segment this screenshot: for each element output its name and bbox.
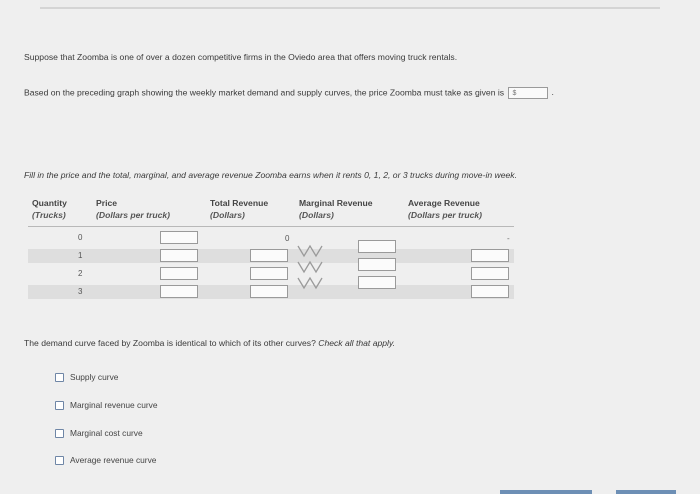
total-revenue-input-3[interactable] — [250, 285, 288, 298]
quantity-cell-1: 1 — [78, 251, 83, 260]
header-average-revenue-unit: (Dollars per truck) — [408, 210, 483, 220]
price-input[interactable] — [508, 87, 548, 99]
average-revenue-input-3[interactable] — [471, 285, 509, 298]
checkbox[interactable] — [55, 429, 64, 438]
average-revenue-cell-0: - — [507, 234, 510, 243]
table-row — [28, 231, 514, 245]
quantity-cell-0: 0 — [78, 233, 83, 242]
price-input-1[interactable] — [160, 249, 198, 262]
bottom-button-partial[interactable] — [500, 490, 592, 494]
header-total-revenue: Total Revenue (Dollars) — [210, 198, 269, 220]
top-divider — [40, 0, 660, 9]
question-price-suffix: . — [551, 87, 554, 98]
average-revenue-input-2[interactable] — [471, 267, 509, 280]
header-quantity: Quantity (Trucks) — [32, 198, 67, 220]
header-total-revenue-unit: (Dollars) — [210, 210, 245, 220]
checkbox[interactable] — [55, 401, 64, 410]
header-price-unit: (Dollars per truck) — [96, 210, 171, 220]
average-revenue-input-1[interactable] — [471, 249, 509, 262]
header-marginal-revenue-unit: (Dollars) — [299, 210, 334, 220]
header-price: Price (Dollars per truck) — [96, 198, 171, 220]
marginal-revenue-input-2[interactable] — [358, 258, 396, 271]
total-revenue-cell-0: 0 — [285, 234, 290, 243]
total-revenue-input-2[interactable] — [250, 267, 288, 280]
option-marginal-cost-curve[interactable]: Marginal cost curve — [55, 428, 143, 438]
price-input-2[interactable] — [160, 267, 198, 280]
header-average-revenue: Average Revenue (Dollars per truck) — [408, 198, 483, 220]
revenue-table — [28, 194, 514, 304]
total-revenue-input-1[interactable] — [250, 249, 288, 262]
question-intro: Suppose that Zoomba is one of over a dozen competitive firms in the Oviedo area that offers moving truck rentals. — [24, 52, 458, 62]
price-input-3[interactable] — [160, 285, 198, 298]
question-price-text: Based on the preceding graph showing the weekly market demand and supply curves, the price Zoomba must take as given is — [24, 87, 505, 98]
checkbox[interactable] — [55, 373, 64, 382]
option-average-revenue-curve[interactable]: Average revenue curve — [55, 455, 156, 465]
marginal-revenue-input-3[interactable] — [358, 276, 396, 289]
header-marginal-revenue: Marginal Revenue (Dollars) — [299, 198, 373, 220]
zigzag-connector-icon — [296, 244, 324, 290]
dollar-prefix: $ — [512, 90, 517, 97]
checkbox[interactable] — [55, 456, 64, 465]
marginal-revenue-input-1[interactable] — [358, 240, 396, 253]
bottom-button-partial-2[interactable] — [616, 490, 676, 494]
header-divider — [28, 226, 514, 227]
price-input-0[interactable] — [160, 231, 198, 244]
option-supply-curve[interactable]: Supply curve — [55, 372, 118, 382]
question-hint: Check all that apply. — [318, 338, 395, 348]
option-marginal-revenue-curve[interactable]: Marginal revenue curve — [55, 400, 158, 410]
quantity-cell-3: 3 — [78, 287, 83, 296]
question-demand-curve: The demand curve faced by Zoomba is identical to which of its other curves? Check all that apply. — [24, 338, 395, 348]
header-quantity-unit: (Trucks) — [32, 210, 66, 220]
question-table-instructions: Fill in the price and the total, marginal, and average revenue Zoomba earns when it rents 0, 1, 2, or 3 trucks during move-in week. — [24, 170, 517, 180]
quantity-cell-2: 2 — [78, 269, 83, 278]
question-price — [24, 87, 554, 99]
